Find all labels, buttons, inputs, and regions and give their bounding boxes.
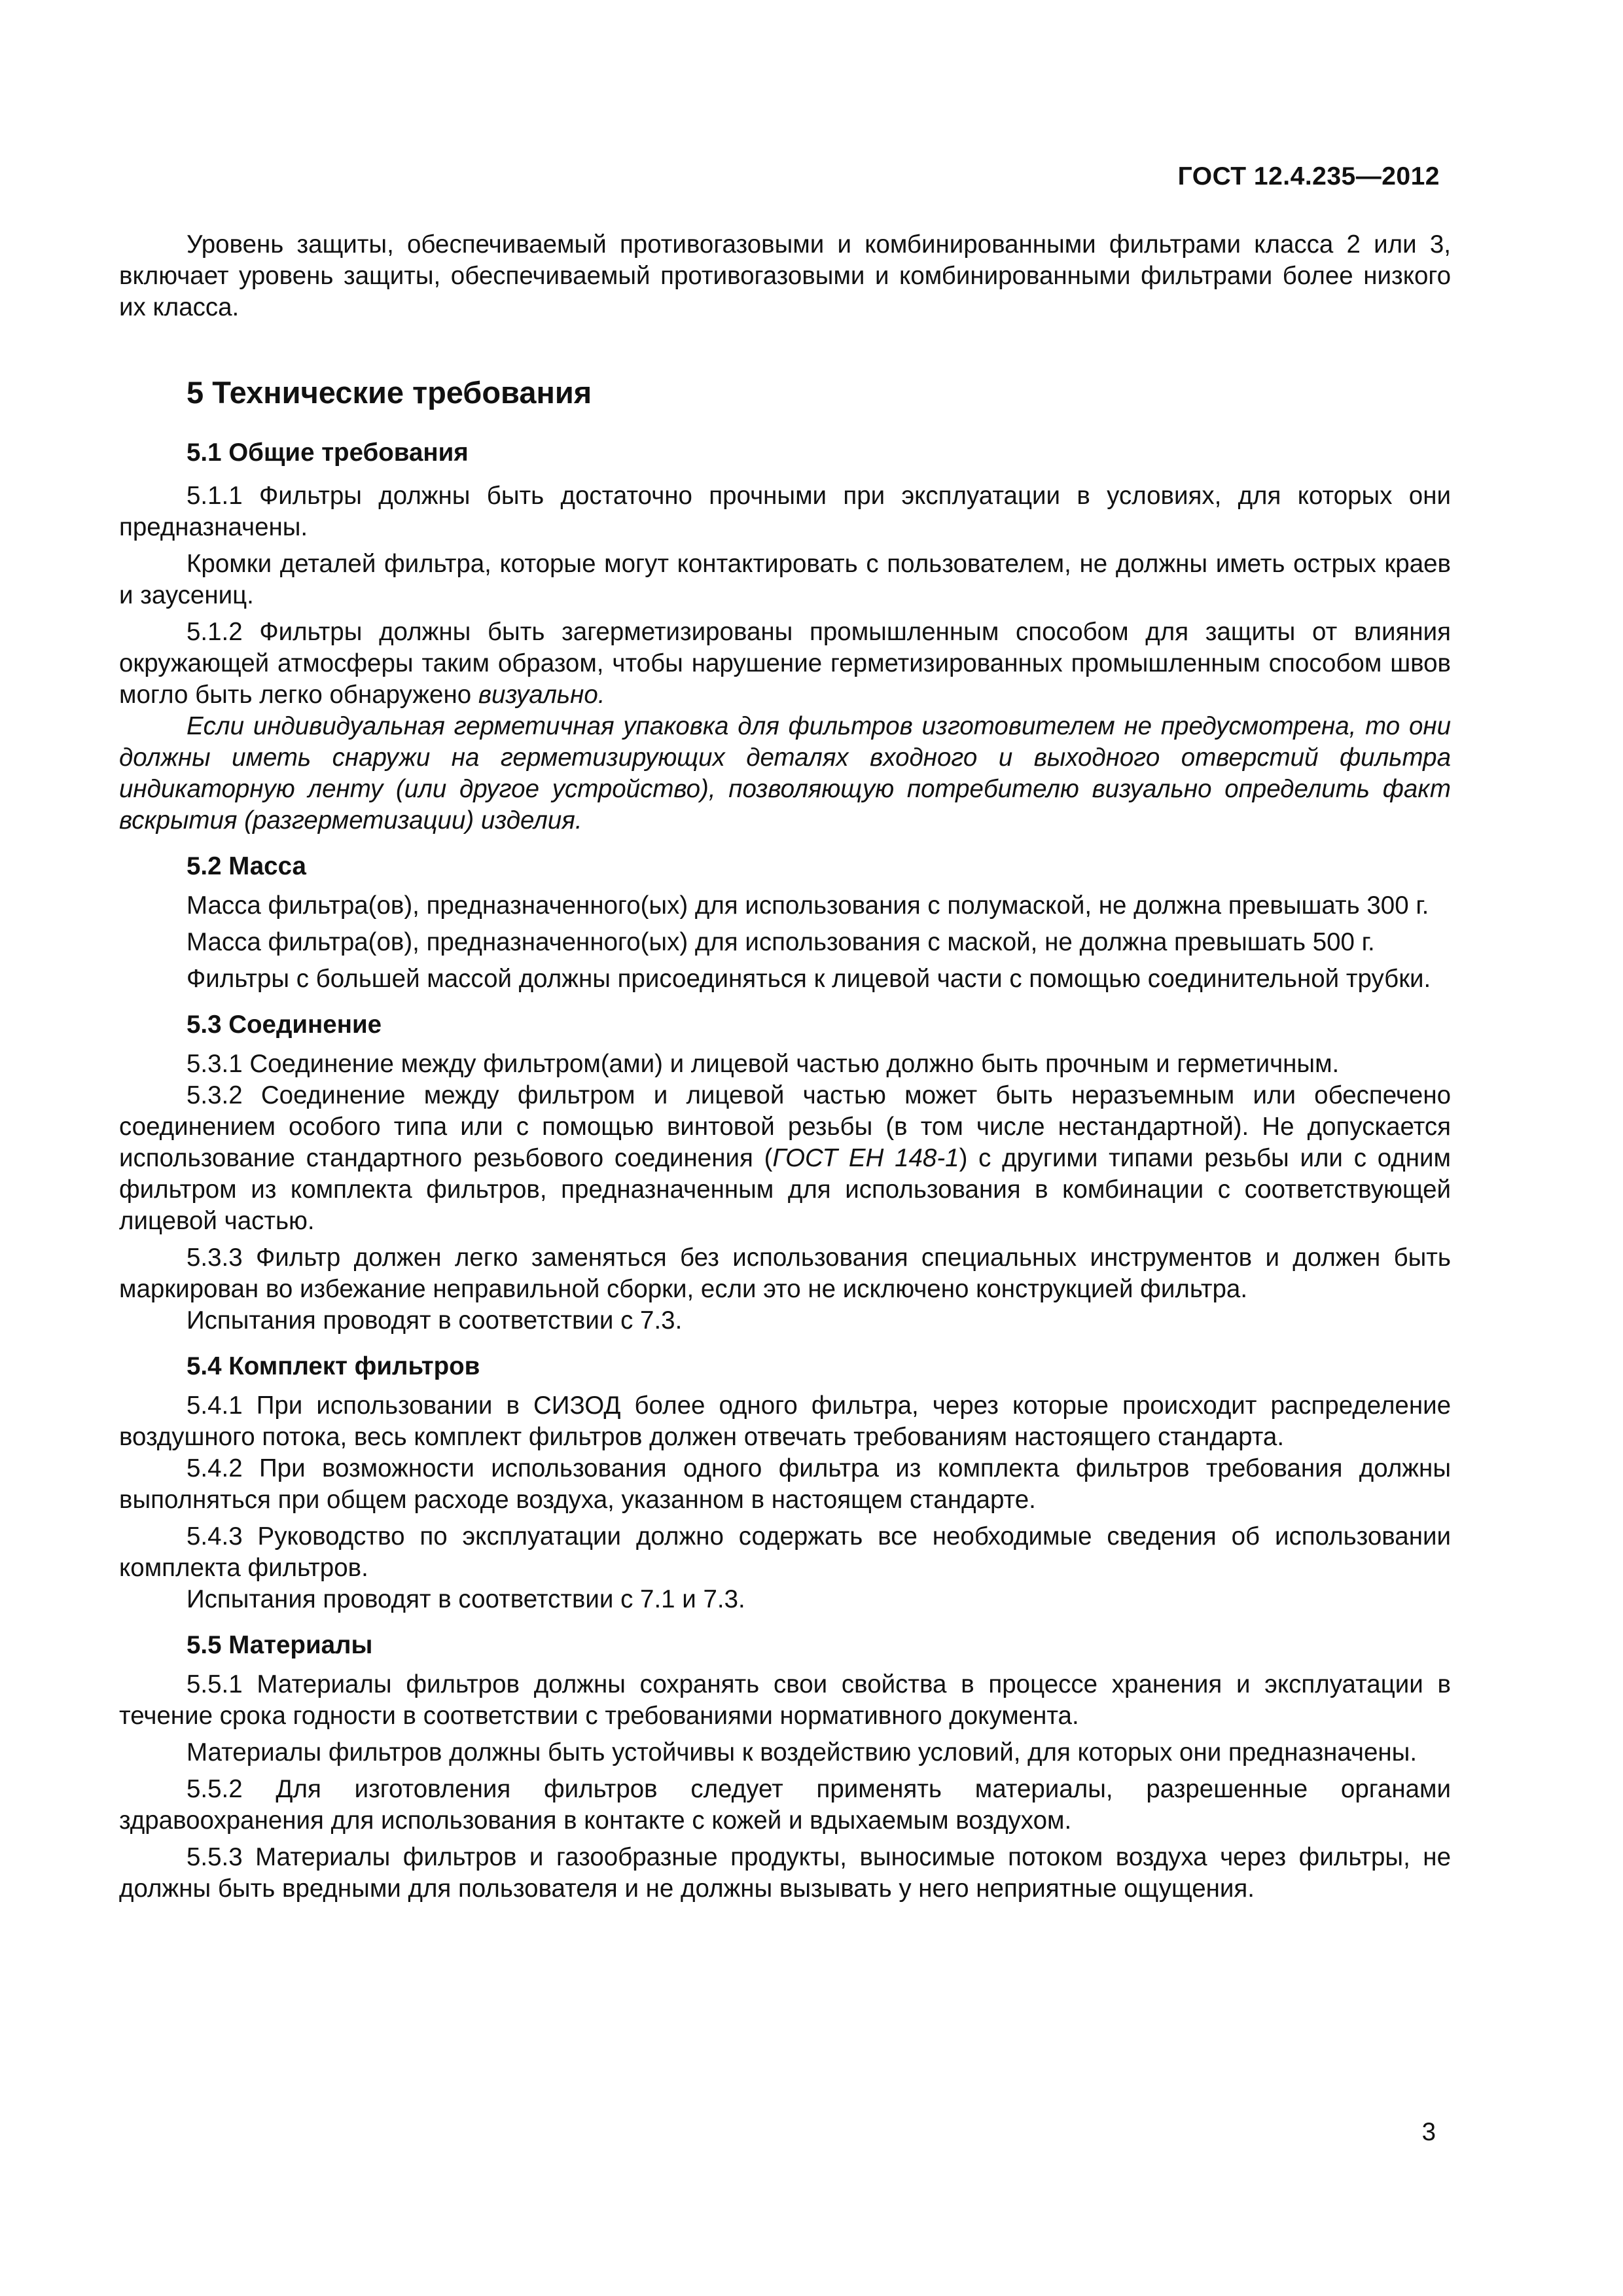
standard-reference: ГОСТ ЕН 148-1 <box>772 1144 959 1172</box>
paragraph-5-1-2 <box>119 617 1451 711</box>
paragraph-5-2-halfmask: Масса фильтра(ов), предназначенного(ых) для использования с полумаской, не должна превышать 300 г. <box>187 891 1429 920</box>
paragraph-5-1-1-edges: Кромки деталей фильтра, которые могут контактировать с пользователем, не должны иметь острых краев и заусениц. <box>119 550 1451 609</box>
paragraph-5-1-1: 5.1.1 Фильтры должны быть достаточно прочными при эксплуатации в условиях, для которых они предназначены. <box>119 482 1451 541</box>
paragraph-5-1-2-italic: визуально. <box>478 681 605 709</box>
intro-paragraph: Уровень защиты, обеспечиваемый противогазовыми и комбинированными фильтрами класса 2 или 3, включает уровень защиты, обеспечиваемый противогазовыми и комбинированными фильтрами более низкого их класса. <box>119 230 1451 321</box>
paragraph-5-1-2-text: 5.1.2 Фильтры должны быть загерметизированы промышленным способом для защиты от влияния окружающей атмосферы таким образом, чтобы нарушение герметизированных промышленным способом швов могло быть легко обнаружено <box>119 618 1451 709</box>
subsection-5-2-heading: 5.2 Масса <box>187 852 306 880</box>
paragraph-5-4-tests: Испытания проводят в соответствии с 7.1 и 7.3. <box>187 1585 745 1613</box>
paragraph-5-4-3: 5.4.3 Руководство по эксплуатации должно содержать все необходимые сведения об использовании комплекта фильтров. <box>119 1522 1451 1582</box>
subsection-5-1-heading: 5.1 Общие требования <box>187 439 469 467</box>
section-5-heading: 5 Технические требования <box>187 375 592 410</box>
paragraph-5-3-2-before: 5.3.2 Соединение между фильтром и лицевой частью может быть неразъемным или обеспечено соединением особого типа или с помощью винтовой резьбы (в том числе нестандартной). Не допускается использование стандартного резьбового соединения ( <box>119 1081 1451 1172</box>
paragraph-5-5-3: 5.5.3 Материалы фильтров и газообразные продукты, выносимые потоком воздуха через фильтры, не должны быть вредными для пользователя и не должны вызывать у него неприятные ощущения. <box>119 1843 1451 1903</box>
paragraph-5-3-3: 5.3.3 Фильтр должен легко заменяться без использования специальных инструментов и должен быть маркирован во избежание неправильной сборки, если это не исключено конструкцией фильтра. <box>119 1244 1451 1303</box>
subsection-5-4-heading: 5.4 Комплект фильтров <box>187 1352 480 1380</box>
paragraph-5-5-1-conditions: Материалы фильтров должны быть устойчивы к воздействию условий, для которых они предназначены. <box>187 1738 1418 1767</box>
paragraph-5-3-2 <box>119 1080 1451 1237</box>
page-number: 3 <box>1421 2118 1436 2146</box>
paragraph-5-4-1: 5.4.1 При использовании в СИЗОД более одного фильтра, через которые происходит распределение воздушного потока, весь комплект фильтров должен отвечать требованиям настоящего стандарта. <box>119 1391 1451 1451</box>
paragraph-5-2-tube: Фильтры с большей массой должны присоединяться к лицевой части с помощью соединительной трубки. <box>187 965 1431 993</box>
paragraph-5-5-1: 5.5.1 Материалы фильтров должны сохранять свои свойства в процессе хранения и эксплуатации в течение срока годности в соответствии с требованиями нормативного документа. <box>119 1670 1451 1730</box>
page-content <box>119 229 1451 1905</box>
paragraph-5-3-tests: Испытания проводят в соответствии с 7.3. <box>187 1306 683 1335</box>
document-code-header: ГОСТ 12.4.235—2012 <box>1177 162 1440 190</box>
paragraph-5-3-1: 5.3.1 Соединение между фильтром(ами) и лицевой частью должно быть прочным и герметичным. <box>187 1050 1340 1078</box>
paragraph-5-3-2-after: ) с другими типами резьбы или с одним фильтром из комплекта фильтров, предназначенным для использования в комбинации с соответствующей лицевой частью. <box>119 1144 1451 1235</box>
paragraph-5-5-2: 5.5.2 Для изготовления фильтров следует применять материалы, разрешенные органами здравоохранения для использования в контакте с кожей и вдыхаемым воздухом. <box>119 1775 1451 1835</box>
subsection-5-3-heading: 5.3 Соединение <box>187 1011 382 1039</box>
paragraph-5-4-2: 5.4.2 При возможности использования одного фильтра из комплекта фильтров требования должны выполняться при общем расходе воздуха, указанном в настоящем стандарте. <box>119 1454 1451 1514</box>
paragraph-5-1-2-indicator: Если индивидуальная герметичная упаковка для фильтров изготовителем не предусмотрена, то они должны иметь снаружи на герметизирующих деталях входного и выходного отверстий фильтра индикаторную ленту (или другое устройство), позволяющую потребителю визуально определить факт вскрытия (разгерметизации) изделия. <box>119 712 1451 834</box>
paragraph-5-2-mask: Масса фильтра(ов), предназначенного(ых) для использования с маской, не должна превышать 500 г. <box>187 928 1375 956</box>
subsection-5-5-heading: 5.5 Материалы <box>187 1631 373 1659</box>
